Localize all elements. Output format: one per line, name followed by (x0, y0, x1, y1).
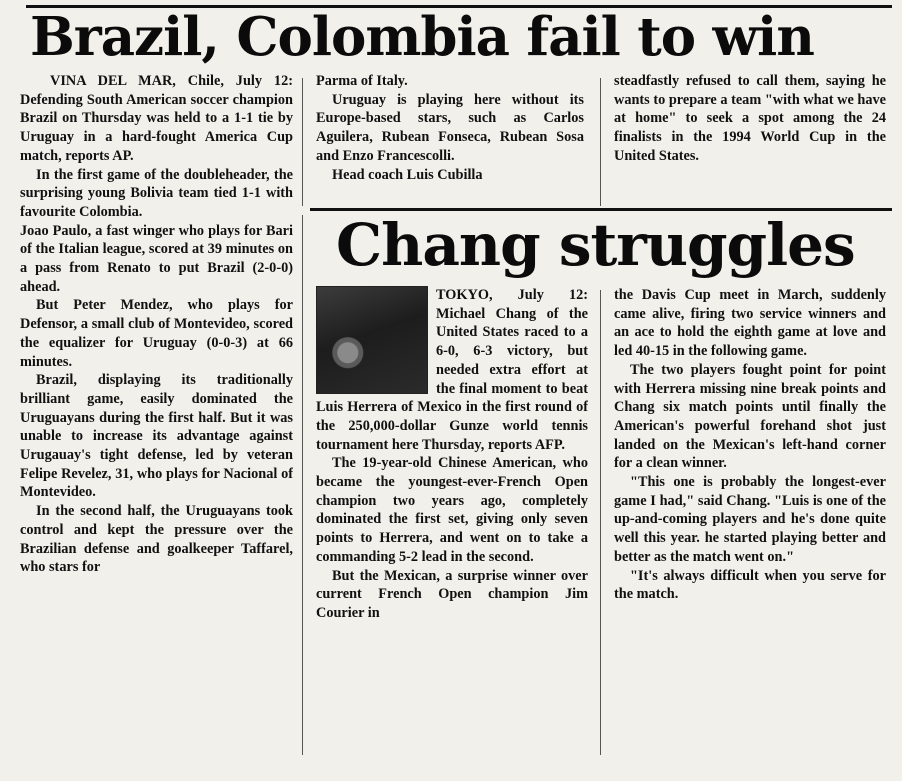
paragraph: In the second half, the Uruguayans took control and kept the pressure over the Brazilian defense and goalkeeper Taffarel, who stars for (20, 503, 293, 576)
headline-brazil-colombia: Brazil, Colombia fail to win (30, 6, 814, 68)
headline-chang-struggles: Chang struggles (336, 211, 855, 279)
paragraph: TOKYO, July 12: Michael Chang of the United States raced to a 6-0, 6-3 victory, but needed extra effort at the final moment to beat Luis Herrera of Mexico in the first round of the 250,000-dollar Gunze world tennis tournament here Thursday, reports AFP. (316, 287, 588, 453)
column-divider (600, 78, 601, 206)
paragraph: The 19-year-old Chinese American, who became the youngest-ever-French Open champion two years ago, completely dominated the first set, giving only seven points to Herrera, and went on to take a commanding 5-2 lead in the second. (316, 455, 588, 565)
paragraph: "It's always difficult when you serve for the match. (614, 567, 886, 603)
paragraph: Parma of Italy. (316, 73, 408, 89)
paragraph: the Davis Cup meet in March, suddenly came alive, firing two service winners and an ace to hold the eighth game at love and led 40-15 in the following game. (614, 287, 886, 360)
photo-michael-chang (316, 286, 428, 394)
story-brazil-column-1 (20, 72, 293, 778)
paragraph: Joao Paulo, a fast winger who plays for Bari of the Italian league, scored at 39 minutes on a pass from Renato to put Brazil (2-0-0) ahead. (20, 222, 293, 295)
paragraph: steadfastly refused to call them, saying he wants to prepare a team "with what we have at home" to seek a spot among the 24 finalists in the 1994 World Cup in the United States. (614, 73, 886, 164)
paragraph: "This one is probably the longest-ever game I had," said Chang. "Luis is one of the up-and-coming players and he's done quite well this year. he started playing better and better as the match went on." (614, 474, 886, 565)
story-chang-column-1 (316, 286, 588, 756)
paragraph: VINA DEL MAR, Chile, July 12: Defending South American soccer champion Brazil on Thursday was held to a 1-1 tie by Uruguay in a hard-fought America Cup match, reports AP. (20, 73, 293, 164)
story-brazil-column-2 (316, 72, 584, 206)
paragraph: Uruguay is playing here without its Europe-based stars, such as Carlos Aguilera, Rubean Fonseca, Rubean Sosa and Enzo Francescolli. (316, 91, 584, 164)
paragraph: But the Mexican, a surprise winner over current French Open champion Jim Courier in (316, 567, 588, 621)
paragraph: In the first game of the doubleheader, the surprising young Bolivia team tied 1-1 with favourite Colombia. (20, 166, 293, 220)
story-chang-column-2 (614, 286, 886, 756)
column-divider (302, 215, 303, 755)
column-divider (600, 290, 601, 755)
paragraph: Head coach Luis Cubilla (332, 166, 483, 183)
column-divider (302, 78, 303, 206)
paragraph: But Peter Mendez, who plays for Defensor, a small club of Montevideo, scored the equalizer for Uruguay (0-0-3) at 66 minutes. (20, 297, 293, 370)
story-brazil-column-3 (614, 72, 886, 206)
paragraph: Brazil, displaying its traditionally brilliant game, easily dominated the Uruguayans during the first half. But it was unable to increase its advantage against Urugauay's tight defense, led by veteran Felipe Revelez, 31, who plays for Nacional of Montevideo. (20, 372, 293, 501)
paragraph: The two players fought point for point with Herrera missing nine break points and Chang six match points until finally the American's powerful forehand shot just landed on the Mexican's left-hand corner for a clean winner. (614, 361, 886, 472)
